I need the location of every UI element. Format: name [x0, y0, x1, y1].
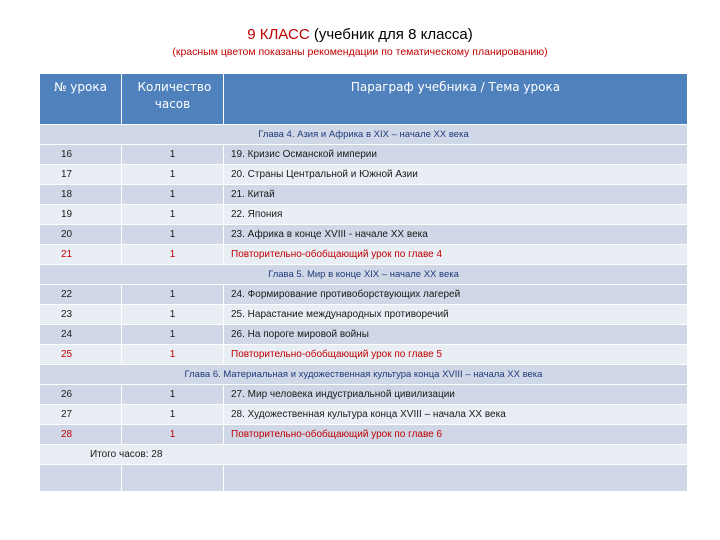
table-header-row — [40, 74, 688, 125]
lesson-number: 26 — [40, 385, 122, 405]
header-topic: Параграф учебника / Тема урока — [224, 74, 688, 125]
lesson-hours: 1 — [122, 305, 224, 325]
table-body — [40, 125, 688, 492]
empty-cell — [224, 465, 688, 492]
lesson-hours: 1 — [122, 185, 224, 205]
lesson-hours: 1 — [122, 245, 224, 265]
lesson-hours: 1 — [122, 165, 224, 185]
lesson-hours: 1 — [122, 225, 224, 245]
lesson-hours: 1 — [122, 285, 224, 305]
lesson-number: 21 — [40, 245, 122, 265]
lesson-number: 17 — [40, 165, 122, 185]
chapter-row — [40, 365, 688, 385]
table-row — [40, 145, 688, 165]
page-title — [0, 26, 720, 43]
lesson-topic: 19. Кризис Османской империи — [224, 145, 688, 165]
empty-row — [40, 465, 688, 492]
chapter-title: Глава 4. Азия и Африка в XIX – начале XX века — [40, 125, 688, 145]
table-row — [40, 225, 688, 245]
chapter-row — [40, 265, 688, 285]
total-hours: Итого часов: 28 — [40, 445, 688, 465]
table-row — [40, 205, 688, 225]
lesson-number: 18 — [40, 185, 122, 205]
lesson-hours: 1 — [122, 145, 224, 165]
table-row — [40, 305, 688, 325]
lesson-topic: 23. Африка в конце XVIII - начале XX века — [224, 225, 688, 245]
lesson-hours: 1 — [122, 325, 224, 345]
lesson-topic: 28. Художественная культура конца XVIII – начала XX века — [224, 405, 688, 425]
lesson-number: 16 — [40, 145, 122, 165]
title-rest: (учебник для 8 класса) — [309, 26, 473, 43]
lesson-number: 23 — [40, 305, 122, 325]
lesson-plan-table — [39, 73, 688, 492]
lesson-hours: 1 — [122, 425, 224, 445]
lesson-hours: 1 — [122, 345, 224, 365]
lesson-number: 19 — [40, 205, 122, 225]
table-row — [40, 245, 688, 265]
lesson-topic: Повторительно-обобщающий урок по главе 5 — [224, 345, 688, 365]
table-row — [40, 325, 688, 345]
table-row — [40, 405, 688, 425]
lesson-topic: 27. Мир человека индустриальной цивилизации — [224, 385, 688, 405]
chapter-title: Глава 6. Материальная и художественная культура конца XVIII – начала XX века — [40, 365, 688, 385]
lesson-topic: 20. Страны Центральной и Южной Азии — [224, 165, 688, 185]
page-subtitle: (красным цветом показаны рекомендации по тематическому планированию) — [172, 46, 548, 58]
empty-cell — [122, 465, 224, 492]
table-row — [40, 425, 688, 445]
table-row — [40, 285, 688, 305]
total-row — [40, 445, 688, 465]
lesson-number: 28 — [40, 425, 122, 445]
table-row — [40, 345, 688, 365]
lesson-hours: 1 — [122, 385, 224, 405]
table-row — [40, 165, 688, 185]
empty-cell — [40, 465, 122, 492]
chapter-row — [40, 125, 688, 145]
lesson-hours: 1 — [122, 205, 224, 225]
table-row — [40, 385, 688, 405]
lesson-topic: Повторительно-обобщающий урок по главе 6 — [224, 425, 688, 445]
table-row — [40, 185, 688, 205]
lesson-topic: 25. Нарастание международных противоречий — [224, 305, 688, 325]
lesson-number: 25 — [40, 345, 122, 365]
chapter-title: Глава 5. Мир в конце XIX – начале XX века — [40, 265, 688, 285]
lesson-topic: 21. Китай — [224, 185, 688, 205]
lesson-topic: 26. На пороге мировой войны — [224, 325, 688, 345]
lesson-number: 22 — [40, 285, 122, 305]
lesson-number: 24 — [40, 325, 122, 345]
header-lesson-number: № урока — [40, 74, 122, 125]
header-hours — [122, 74, 224, 125]
header-hours-label: Количество часов — [137, 80, 212, 111]
title-class: 9 КЛАСС — [247, 26, 310, 43]
lesson-number: 20 — [40, 225, 122, 245]
lesson-hours: 1 — [122, 405, 224, 425]
lesson-number: 27 — [40, 405, 122, 425]
lesson-topic: Повторительно-обобщающий урок по главе 4 — [224, 245, 688, 265]
lesson-topic: 24. Формирование противоборствующих лагерей — [224, 285, 688, 305]
lesson-topic: 22. Япония — [224, 205, 688, 225]
